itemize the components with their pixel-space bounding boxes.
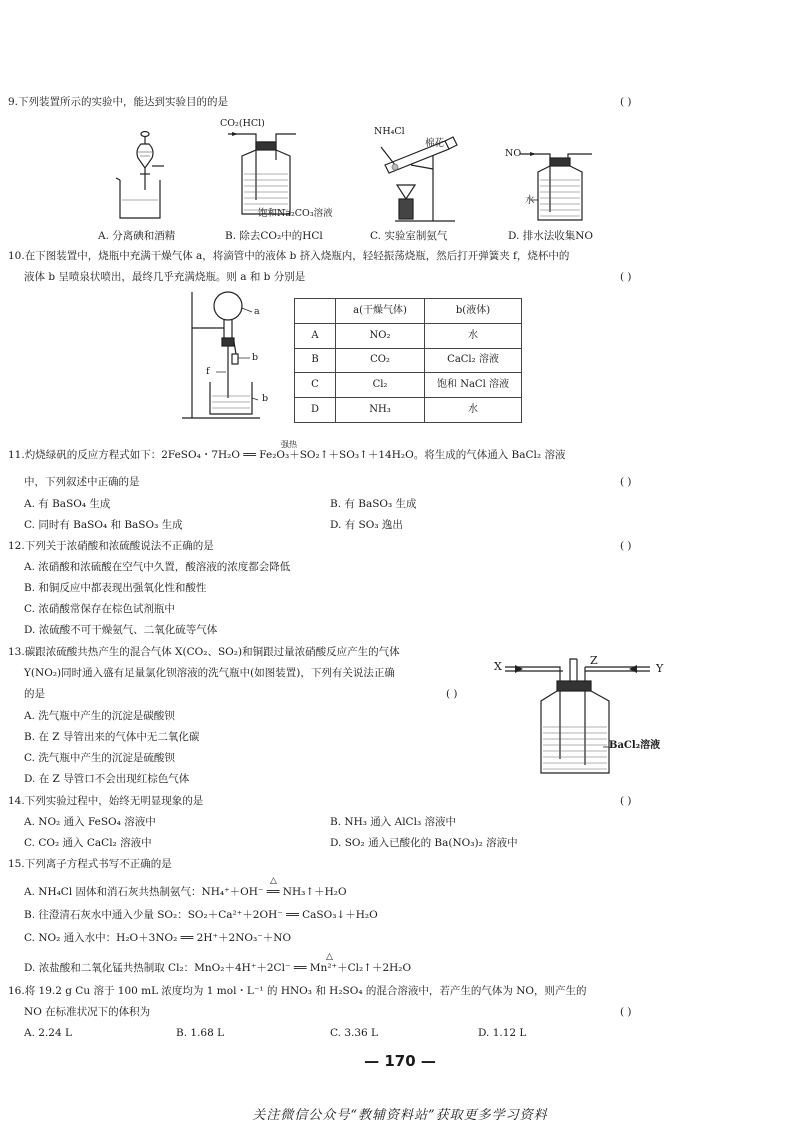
q10-answer-paren: ( ) bbox=[620, 271, 632, 283]
q9-figure-a bbox=[110, 130, 180, 225]
q13-option-c: C. 洗气瓶中产生的沉淀是硫酸钡 bbox=[24, 752, 175, 764]
q10-label-f: f bbox=[206, 366, 210, 377]
q13-label-z: Z bbox=[590, 654, 598, 667]
q16-option-d: D. 1.12 L bbox=[478, 1027, 527, 1039]
page-number: — 170 — bbox=[364, 1052, 436, 1070]
q9-label-nh4cl: NH₄Cl bbox=[374, 126, 405, 137]
q11-option-b: B. 有 BaSO₃ 生成 bbox=[330, 498, 417, 510]
q15-option-d: D. 浓盐酸和二氧化锰共热制取 Cl₂：MnO₂＋4H⁺＋2Cl⁻ ══ Mn²⁺＋Cl₂↑＋2H₂O bbox=[24, 962, 412, 974]
q12-stem: 12.下列关于浓硝酸和浓硫酸说法不正确的是 bbox=[8, 540, 214, 552]
table-header-cell: a(干燥气体) bbox=[336, 299, 425, 324]
table-row bbox=[295, 323, 522, 348]
q14-option-c: C. CO₂ 通入 CaCl₂ 溶液中 bbox=[24, 837, 152, 849]
q15-heat-d: △ bbox=[326, 952, 333, 962]
q13-stem-line3: 的是 bbox=[24, 688, 45, 700]
q10-gas-table bbox=[294, 298, 522, 423]
q9-label-mianhua: 棉花 bbox=[425, 138, 445, 149]
q15-stem: 15.下列离子方程式书写不正确的是 bbox=[8, 858, 172, 870]
q14-answer-paren: ( ) bbox=[620, 795, 632, 807]
q9-label-na2co3: 饱和Na₂CO₃溶液 bbox=[258, 208, 333, 219]
q11-stem-line2: 中，下列叙述中正确的是 bbox=[24, 476, 140, 488]
q10-label-b-bottom: b bbox=[262, 393, 269, 404]
q9-label-co2-hcl: CO₂(HCl) bbox=[220, 118, 265, 129]
footer-note: 关注微信公众号“教辅资料站”获取更多学习资料 bbox=[252, 1108, 548, 1123]
q9-caption-a: A. 分离碘和酒精 bbox=[98, 230, 176, 242]
table-row bbox=[295, 373, 522, 398]
q10-stem-line2: 液体 b 呈喷泉状喷出，最终几乎充满烧瓶。则 a 和 b 分别是 bbox=[24, 271, 306, 283]
q9-caption-d: D. 排水法收集NO bbox=[508, 230, 594, 242]
q11-option-a: A. 有 BaSO₄ 生成 bbox=[24, 498, 111, 510]
q16-stem-line2: NO 在标准状况下的体积为 bbox=[24, 1006, 151, 1018]
q16-answer-paren: ( ) bbox=[620, 1006, 632, 1018]
q13-option-b: B. 在 Z 导管出来的气体中无二氧化碳 bbox=[24, 731, 200, 743]
q12-option-a: A. 浓硝酸和浓硫酸在空气中久置，酸溶液的浓度都会降低 bbox=[24, 561, 291, 573]
q13-stem-line1: 13.碳跟浓硫酸共热产生的混合气体 X(CO₂、SO₂)和铜跟过量浓硝酸反应产生的气体 bbox=[8, 646, 400, 658]
table-cell: 水 bbox=[425, 398, 522, 423]
q9-answer-paren: ( ) bbox=[620, 96, 632, 108]
q9-stem: 9.下列装置所示的实验中，能达到实验目的的是 bbox=[8, 96, 229, 108]
q12-option-d: D. 浓硫酸不可干燥氨气、二氧化硫等气体 bbox=[24, 624, 218, 636]
table-cell: Cl₂ bbox=[336, 373, 425, 398]
table-cell: D bbox=[295, 398, 336, 423]
q10-label-a: a bbox=[254, 306, 260, 317]
q14-option-a: A. NO₂ 通入 FeSO₄ 溶液中 bbox=[24, 816, 156, 828]
table-cell: NH₃ bbox=[336, 398, 425, 423]
q13-option-d: D. 在 Z 导管口不会出现红棕色气体 bbox=[24, 773, 190, 785]
table-cell: B bbox=[295, 348, 336, 373]
q12-option-c: C. 浓硝酸常保存在棕色试剂瓶中 bbox=[24, 603, 175, 615]
q13-label-bacl2: BaCl₂溶液 bbox=[609, 740, 661, 751]
q15-option-b: B. 往澄清石灰水中通入少量 SO₂：SO₂＋Ca²⁺＋2OH⁻ ══ CaSO₃↓＋H₂O bbox=[24, 909, 378, 921]
q13-stem-line2: Y(NO₂)同时通入盛有足量氯化钡溶液的洗气瓶中(如图装置)，下列有关说法正确 bbox=[24, 667, 395, 679]
q16-option-b: B. 1.68 L bbox=[176, 1027, 225, 1039]
q11-option-d: D. 有 SO₃ 逸出 bbox=[330, 519, 403, 531]
q13-option-a: A. 洗气瓶中产生的沉淀是碳酸钡 bbox=[24, 710, 175, 722]
q11-condition: 强热 bbox=[281, 440, 297, 449]
table-cell: 饱和 NaCl 溶液 bbox=[425, 373, 522, 398]
q9-label-no: NO bbox=[505, 148, 522, 159]
q10-label-b-top: b bbox=[252, 352, 259, 363]
q16-option-a: A. 2.24 L bbox=[24, 1027, 72, 1039]
q9-figure-d bbox=[520, 140, 610, 225]
q13-answer-paren: ( ) bbox=[446, 688, 458, 700]
q15-option-a: A. NH₄Cl 固体和消石灰共热制氨气：NH₄⁺＋OH⁻ ══ NH₃↑＋H₂O bbox=[24, 886, 347, 898]
q9-label-water: 水 bbox=[525, 195, 535, 206]
q11-option-c: C. 同时有 BaSO₄ 和 BaSO₃ 生成 bbox=[24, 519, 183, 531]
q12-answer-paren: ( ) bbox=[620, 540, 632, 552]
q16-stem-line1: 16.将 19.2 g Cu 溶于 100 mL 浓度均为 1 mol・L⁻¹ 的 HNO₃ 和 H₂SO₄ 的混合溶液中，若产生的气体为 NO，则产生的 bbox=[8, 985, 587, 997]
q14-option-d: D. SO₂ 通入已酸化的 Ba(NO₃)₂ 溶液中 bbox=[330, 837, 518, 849]
table-cell: A bbox=[295, 323, 336, 348]
q14-stem: 14.下列实验过程中，始终无明显现象的是 bbox=[8, 795, 204, 807]
q13-label-y: Y bbox=[656, 662, 664, 675]
table-header-cell bbox=[295, 299, 336, 324]
q12-option-b: B. 和铜反应中都表现出强氧化性和酸性 bbox=[24, 582, 207, 594]
q15-heat-a: △ bbox=[270, 876, 277, 886]
table-header-row bbox=[295, 299, 522, 324]
q14-option-b: B. NH₃ 通入 AlCl₃ 溶液中 bbox=[330, 816, 456, 828]
q11-answer-paren: ( ) bbox=[620, 476, 632, 488]
q13-label-x: X bbox=[494, 660, 502, 673]
q11-stem-line1: 11.灼烧绿矾的反应方程式如下：2FeSO₄・7H₂O ══ Fe₂O₃＋SO₂↑＋SO₃↑＋14H₂O。将生成的气体通入 BaCl₂ 溶液 bbox=[8, 449, 566, 461]
q15-option-c: C. NO₂ 通入水中：H₂O＋3NO₂ ══ 2H⁺＋2NO₃⁻＋NO bbox=[24, 932, 292, 944]
table-row bbox=[295, 398, 522, 423]
table-header-cell: b(液体) bbox=[425, 299, 522, 324]
q9-figure-b bbox=[228, 130, 308, 220]
q9-caption-c: C. 实验室制氨气 bbox=[370, 230, 448, 242]
table-cell: NO₂ bbox=[336, 323, 425, 348]
table-cell: CO₂ bbox=[336, 348, 425, 373]
q16-option-c: C. 3.36 L bbox=[330, 1027, 379, 1039]
q13-wash-bottle bbox=[505, 655, 655, 780]
q9-figure-c bbox=[375, 135, 475, 225]
table-cell: CaCl₂ 溶液 bbox=[425, 348, 522, 373]
table-cell: C bbox=[295, 373, 336, 398]
q9-caption-b: B. 除去CO₂中的HCl bbox=[225, 230, 323, 242]
table-row bbox=[295, 348, 522, 373]
table-cell: 水 bbox=[425, 323, 522, 348]
q10-stem-line1: 10.在下图装置中，烧瓶中充满干燥气体 a，将滴管中的液体 b 挤入烧瓶内，轻轻振荡烧瓶，然后打开弹簧夹 f，烧杯中的 bbox=[8, 250, 570, 262]
